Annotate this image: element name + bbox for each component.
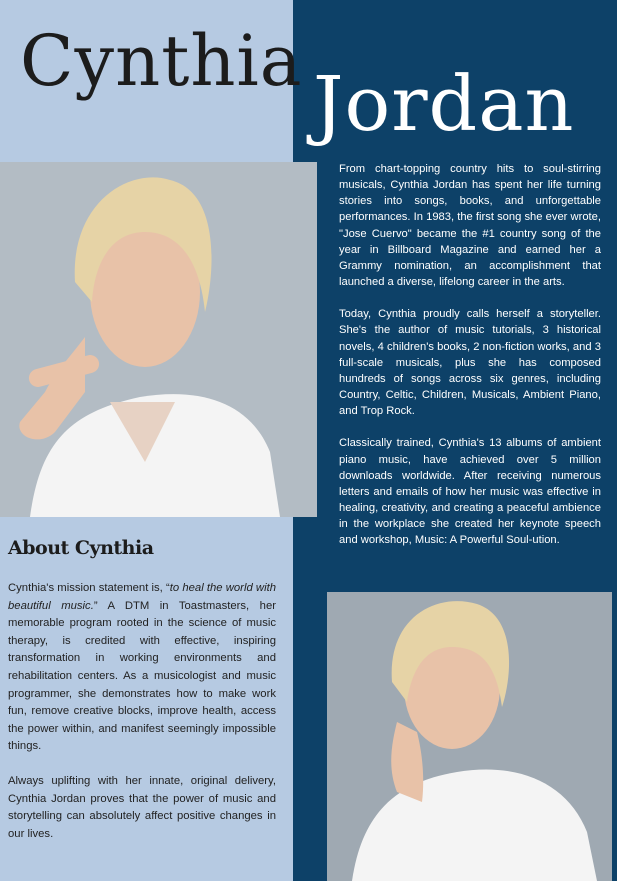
about-heading: About Cynthia <box>8 537 154 559</box>
mission-quote: to heal the world with beautiful music. <box>8 582 276 612</box>
about-mission-intro: Cynthia's mission statement is, “ <box>8 582 170 594</box>
portrait-illustration-pointing <box>0 162 317 517</box>
portrait-photo-thinking <box>327 592 612 881</box>
bio-paragraph: From chart-topping country hits to soul-stirring musicals, Cynthia Jordan has spent her life turning stories into songs, books, and unforgettable performances. In 1983, the first song she ever wrote, "Jose Cuervo" became the #1 country song of the year in Billboard Magazine and earned her a Grammy nomination, an accomplishment that launched a diverse, lifelong career in the arts. <box>339 163 601 289</box>
portrait-illustration-thinking <box>327 592 612 881</box>
about-text-block <box>8 580 276 860</box>
bio-paragraph: Classically trained, Cynthia's 13 albums of ambient piano music, have achieved over 5 million downloads worldwide. After receiving numerous letters and emails of how her music was effective in healing, creativity, and creating a peaceful ambience in the workplace she created her keynote speech and workshop, Music: A Powerful Soul-ution. <box>339 437 601 547</box>
bio-paragraph: Today, Cynthia proudly calls herself a storyteller. She's the author of music tutorials, 3 historical novels, 4 children's books, 2 non-fiction works, and 3 full-scale musicals, plus she has composed hundreds of songs across six genres, including Country, Celtic, Children, Musicals, Ambient Piano, and Trop Rock. <box>339 308 601 418</box>
portrait-photo-pointing <box>0 162 317 517</box>
about-paragraph-mission <box>8 580 276 756</box>
about-paragraph-closing: Always uplifting with her innate, original delivery, Cynthia Jordan proves that the power of music and storytelling can absolutely affect positive changes in our lives. <box>8 774 276 840</box>
first-name-heading: Cynthia <box>20 20 303 102</box>
last-name-heading: Jordan <box>313 59 575 148</box>
about-mission-rest: ” A DTM in Toastmasters, her memorable program rooted in the science of music therapy, is credited with effective, inspiring transformation in working environments and rehabilitation centers. As a musicologist and music programmer, she demonstrates how to make work fun, remove creative blocks, improve health, access the power within, and manifest seemingly impossible things. <box>8 599 276 753</box>
bio-text-block <box>339 161 601 564</box>
